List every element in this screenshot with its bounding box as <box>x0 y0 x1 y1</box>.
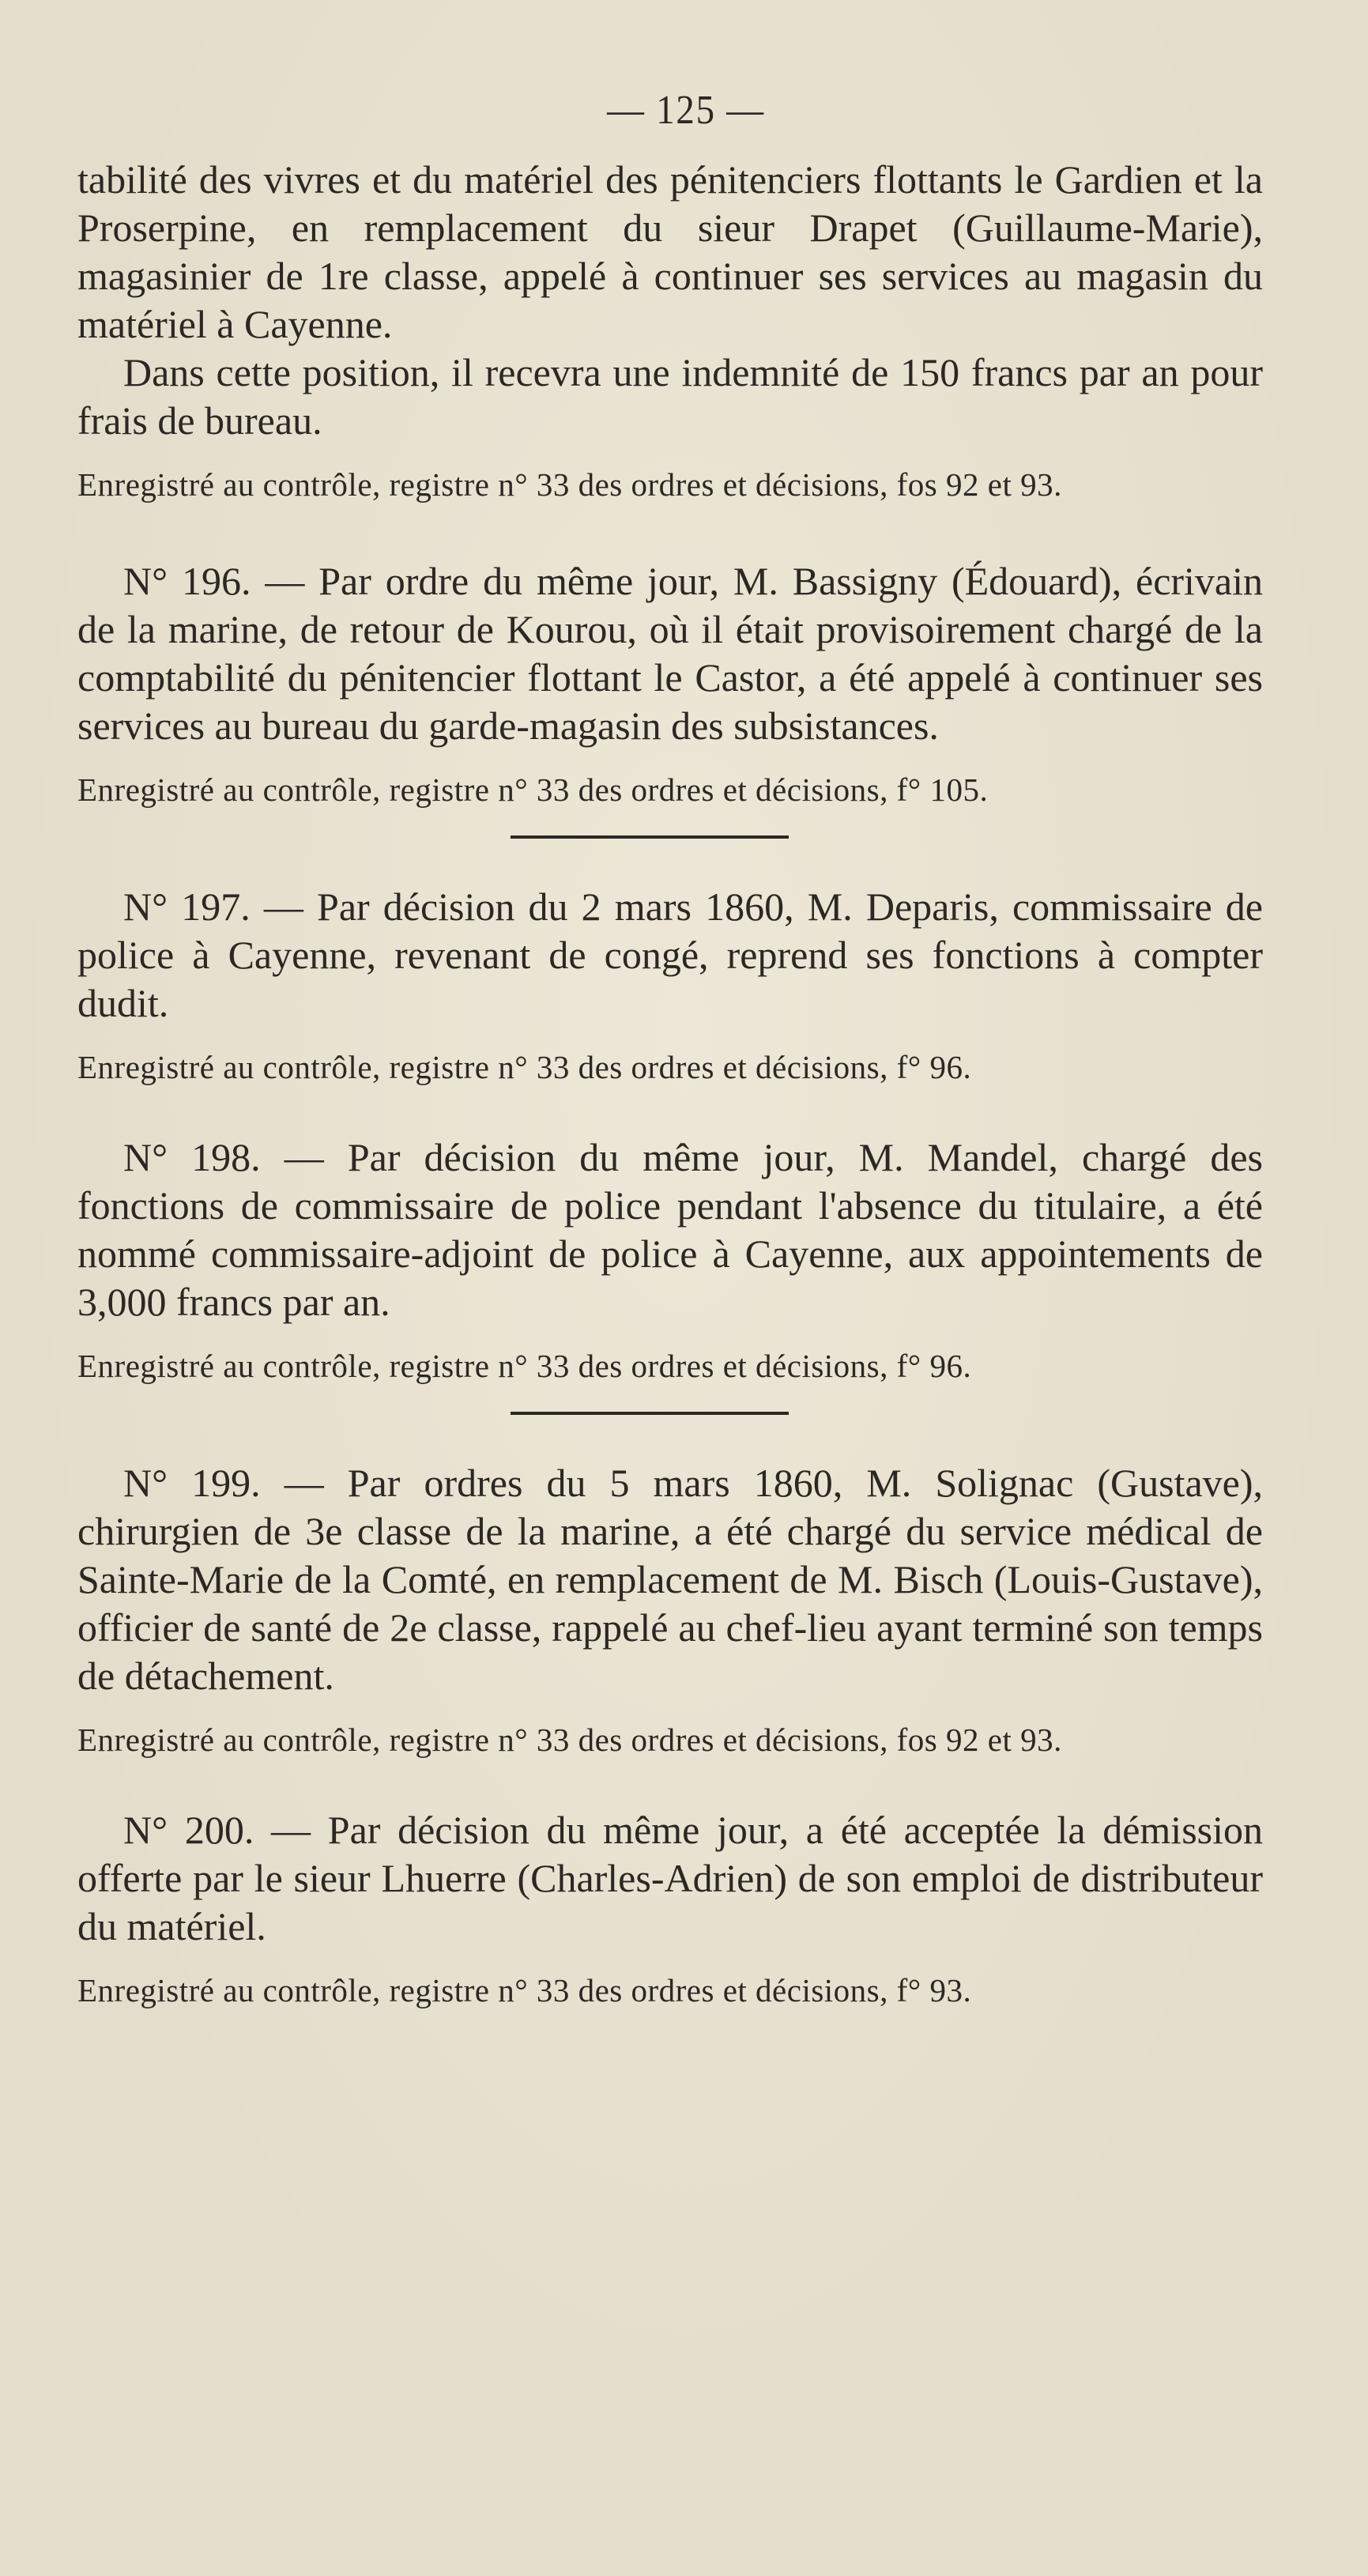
entry-text <box>77 1806 1263 1951</box>
intro-paragraph: tabilité des vivres et du matériel des pénitenciers flottants le Gardien et la Proserpine, en remplacement du sieur Drapet (Guillaume-Marie), magasinier de 1re classe, appelé à continuer ses services au magasin du matériel à Cayenne. <box>77 157 1263 346</box>
intro-registration: Enregistré au contrôle, registre n° 33 des ordres et décisions, fos 92 et 93. <box>77 466 1062 503</box>
entry-number: N° 199. <box>123 1461 261 1505</box>
entry-registration: Enregistré au contrôle, registre n° 33 des ordres et décisions, f° 105. <box>77 771 989 808</box>
entry-200 <box>77 1806 1263 2012</box>
separator-rule <box>511 1412 789 1415</box>
entry-197 <box>77 883 1263 1089</box>
entry-body: — Par décision du même jour, M. Mandel, chargé des fonctions de commissaire de police pendant l'absence du titulaire, a été nommé commissaire-adjoint de police à Cayenne, aux appointements de 3,000 francs par an. <box>77 1135 1264 1324</box>
entry-text <box>77 883 1263 1028</box>
entry-text <box>77 1459 1263 1700</box>
entry-text <box>77 1133 1263 1326</box>
entry-body: — Par décision du même jour, a été acceptée la démission offerte par le sieur Lhuerre (Charles-Adrien) de son emploi de distributeur du matériel. <box>77 1808 1264 1948</box>
entry-registration: Enregistré au contrôle, registre n° 33 des ordres et décisions, f° 93. <box>77 1972 972 2008</box>
intro-paragraph-2: Dans cette position, il recevra une indemnité de 150 francs par an pour frais de bureau. <box>77 350 1263 443</box>
page-number: — 125 — <box>607 88 765 133</box>
page-content <box>77 87 1263 2012</box>
entry-registration: Enregistré au contrôle, registre n° 33 des ordres et décisions, f° 96. <box>77 1049 972 1085</box>
entry-196 <box>77 557 1263 812</box>
entry-registration: Enregistré au contrôle, registre n° 33 des ordres et décisions, f° 96. <box>77 1348 972 1384</box>
entry-198 <box>77 1133 1263 1388</box>
entry-number: N° 200. <box>123 1808 254 1852</box>
entry-body: — Par ordres du 5 mars 1860, M. Solignac (Gustave), chirurgien de 3e classe de la marine, a été chargé du service médical de Sainte-Marie de la Comté, en remplacement de M. Bisch (Louis-Gustave), officier de santé de 2e classe, rappelé au chef-lieu ayant terminé son temps de détachement. <box>77 1461 1263 1698</box>
entry-number: N° 196. <box>123 559 251 603</box>
entry-body: — Par décision du 2 mars 1860, M. Deparis, commissaire de police à Cayenne, revenant de congé, reprend ses fonctions à compter dudit. <box>77 884 1263 1025</box>
entry-text <box>77 557 1263 750</box>
separator-rule <box>511 835 789 839</box>
entry-number: N° 197. <box>123 884 251 929</box>
entry-body: — Par ordre du même jour, M. Bassigny (Édouard), écrivain de la marine, de retour de Kourou, où il était provisoirement chargé de la comptabilité du pénitencier flottant le Castor, a été appelé à continuer ses services au bureau du garde-magasin des subsistances. <box>77 559 1264 748</box>
entry-number: N° 198. <box>123 1135 261 1179</box>
entry-registration: Enregistré au contrôle, registre n° 33 des ordres et décisions, fos 92 et 93. <box>77 1722 1062 1758</box>
entry-199 <box>77 1459 1263 1762</box>
